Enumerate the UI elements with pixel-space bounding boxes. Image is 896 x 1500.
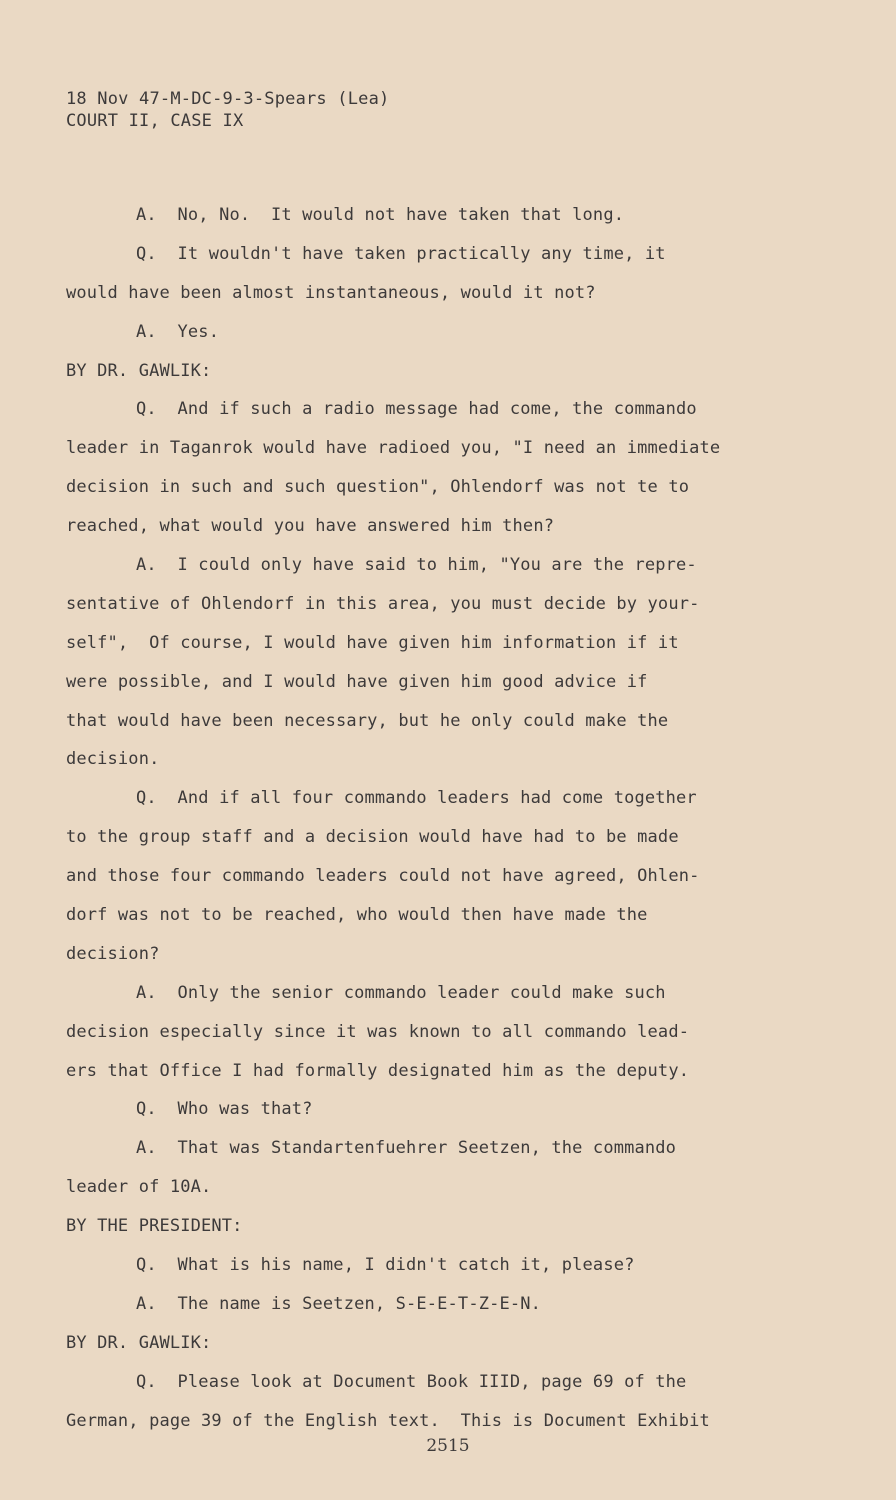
transcript-line: that would have been necessary, but he only could make the [66,710,669,731]
transcript-line: to the group staff and a decision would have had to be made [66,827,679,848]
transcript-line: decision? [66,943,160,964]
transcript-line: decision especially since it was known to all commando lead- [66,1021,690,1042]
transcript-line: A. Only the senior commando leader could make such [136,982,666,1003]
transcript-line: sentative of Ohlendorf in this area, you must decide by your- [66,593,700,614]
transcript-line: A. The name is Seetzen, S-E-E-T-Z-E-N. [136,1293,542,1314]
transcript-line: ers that Office I had formally designated him as the deputy. [66,1060,690,1081]
transcript-line: German, page 39 of the English text. This is Document Exhibit [66,1410,710,1431]
transcript-line: Q. What is his name, I didn't catch it, please? [136,1255,635,1276]
transcript-line: A. No, No. It would not have taken that long. [136,205,625,225]
document-header [66,88,389,132]
transcript-line: self", Of course, I would have given him information if it [66,632,679,653]
transcript-line: dorf was not to be reached, who would then have made the [66,905,648,926]
transcript-line: A. Yes. [136,321,220,342]
transcript-line: decision. [66,749,160,770]
transcript-line: reached, what would you have answered him then? [66,516,555,537]
transcript-line: Q. Please look at Document Book IIID, page 69 of the [136,1371,687,1392]
transcript-line: were possible, and I would have given him good advice if [66,671,648,692]
header-reference: 18 Nov 47-M-DC-9-3-Spears (Lea) [66,89,390,109]
transcript-line: Q. Who was that? [136,1099,313,1120]
speaker-heading: BY DR. GAWLIK: [66,1332,212,1353]
transcript-line: and those four commando leaders could not have agreed, Ohlen- [66,866,700,887]
transcript-line: would have been almost instantaneous, would it not? [66,282,596,303]
page-number: 2515 [426,1436,470,1456]
transcript-line: decision in such and such question", Ohlendorf was not te to [66,477,690,498]
transcript-line: Q. And if all four commando leaders had come together [136,788,697,809]
header-court: COURT II, CASE IX [66,111,244,131]
speaker-heading: BY DR. GAWLIK: [66,360,212,381]
transcript-body [66,196,826,1441]
transcript-line: A. I could only have said to him, "You are the repre- [136,555,697,576]
transcript-line: Q. And if such a radio message had come, the commando [136,399,697,420]
transcript-line: Q. It wouldn't have taken practically any time, it [136,243,666,264]
transcript-line: leader of 10A. [66,1177,212,1198]
transcript-line: leader in Taganrok would have radioed you, "I need an immediate [66,438,721,459]
speaker-heading: BY THE PRESIDENT: [66,1216,243,1237]
transcript-line: A. That was Standartenfuehrer Seetzen, the commando [136,1138,677,1159]
